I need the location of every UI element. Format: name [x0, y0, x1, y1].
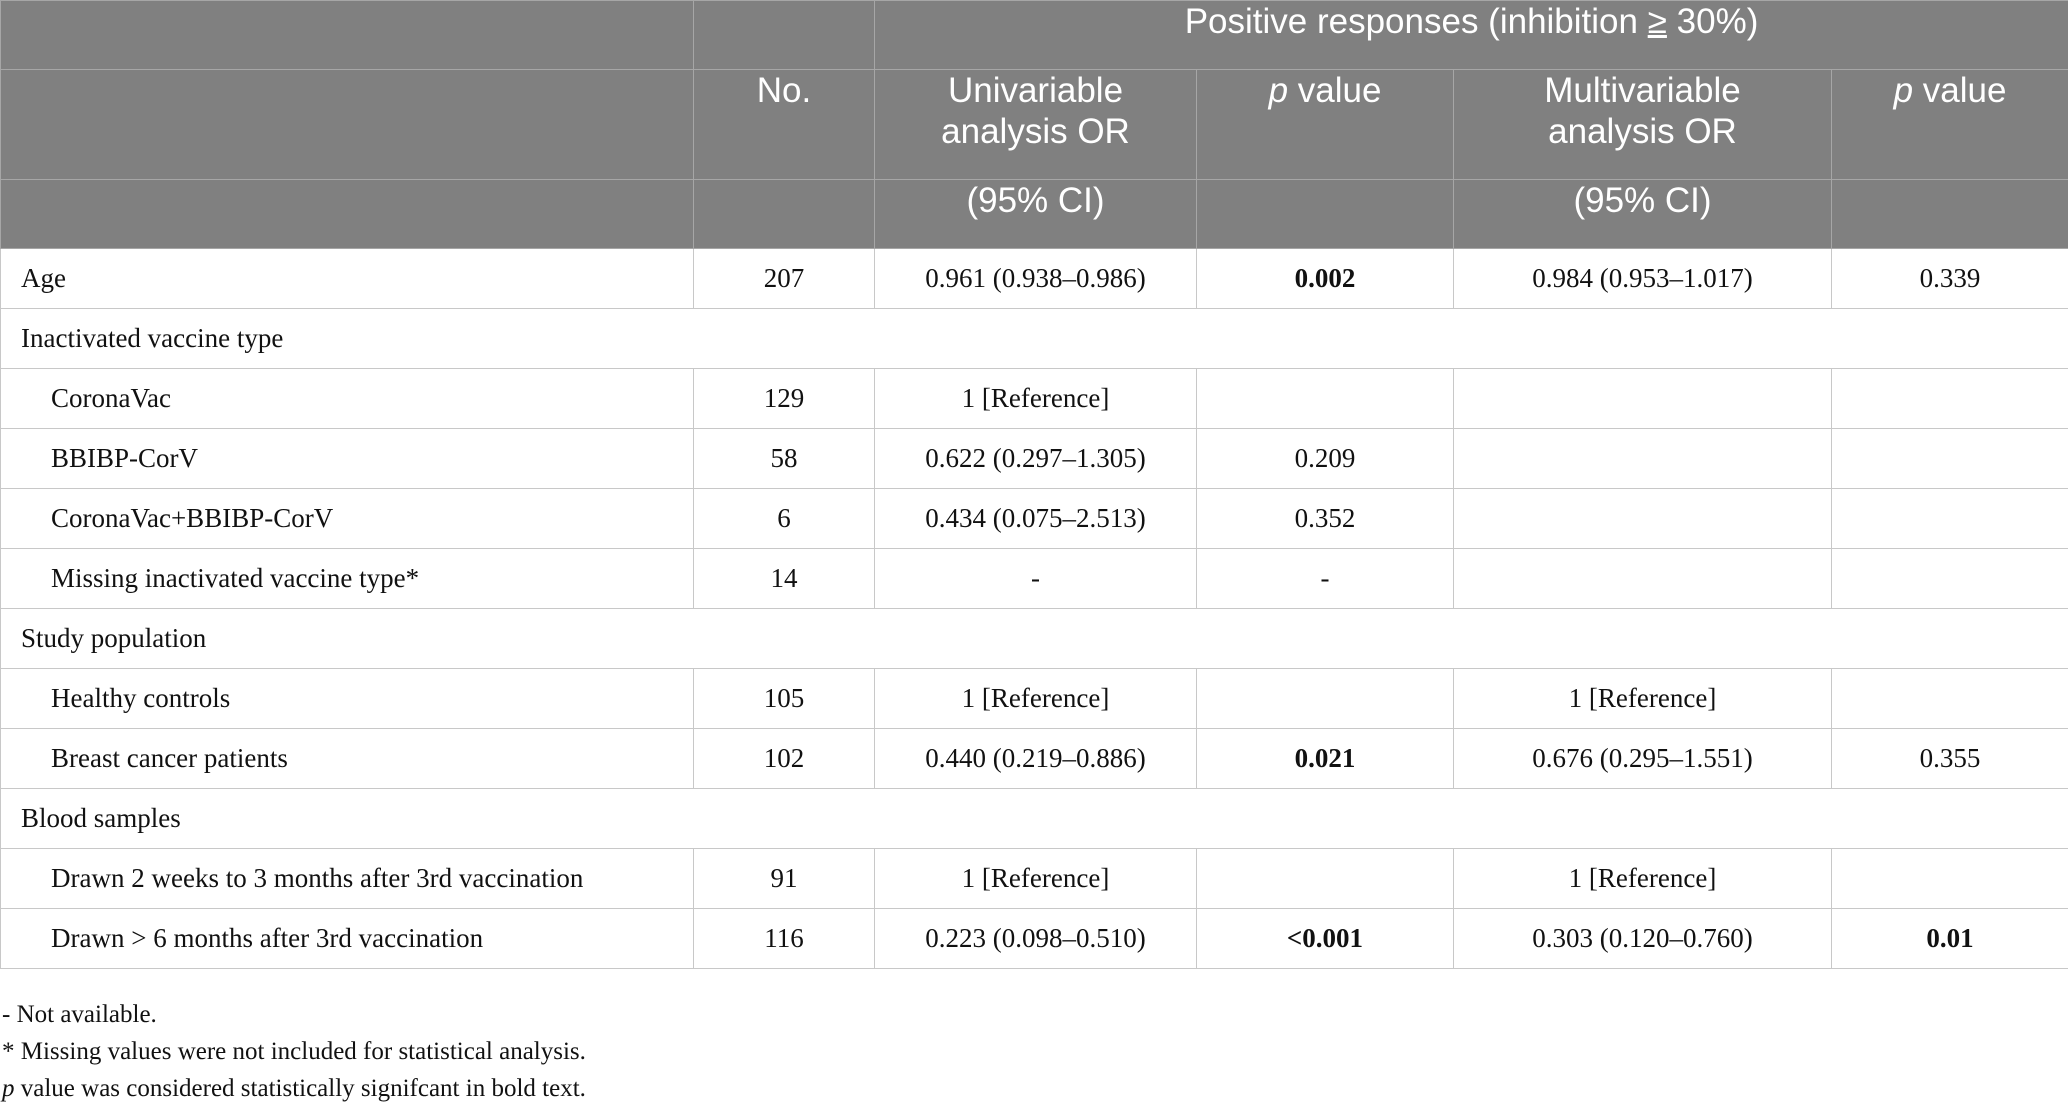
cell-univariable-or: 0.622 (0.297–1.305) — [875, 429, 1197, 489]
cell-no: 14 — [694, 549, 875, 609]
table-body — [1, 249, 2068, 969]
cell-no: 129 — [694, 369, 875, 429]
cell-univariable-or: 1 [Reference] — [875, 849, 1197, 909]
row-label: CoronaVac — [1, 369, 694, 429]
table-row — [1, 909, 2068, 969]
col-header-ci-2: (95% CI) — [1454, 180, 1832, 249]
table-footnotes — [0, 996, 586, 1107]
row-label: Age — [1, 249, 694, 309]
table-section-row — [1, 789, 2068, 849]
header-empty-cell — [694, 180, 875, 249]
cell-p-value-2: 0.339 — [1832, 249, 2068, 309]
section-label: Study population — [1, 609, 2068, 669]
cell-multivariable-or: 1 [Reference] — [1454, 669, 1832, 729]
cell-no: 105 — [694, 669, 875, 729]
table-header — [1, 1, 2068, 249]
header-empty-cell — [1197, 180, 1454, 249]
table-row — [1, 489, 2068, 549]
cell-univariable-or: 0.961 (0.938–0.986) — [875, 249, 1197, 309]
cell-p-value-1 — [1197, 849, 1454, 909]
cell-p-value-2: 0.355 — [1832, 729, 2068, 789]
section-label: Blood samples — [1, 789, 2068, 849]
cell-p-value-2 — [1832, 549, 2068, 609]
cell-p-value-1: - — [1197, 549, 1454, 609]
cell-no: 102 — [694, 729, 875, 789]
cell-multivariable-or: 1 [Reference] — [1454, 849, 1832, 909]
cell-multivariable-or — [1454, 489, 1832, 549]
footnote-missing-values: * Missing values were not included for statistical analysis. — [2, 1038, 586, 1065]
footnote-p-value: p value was considered statistically signifcant in bold text. — [2, 1075, 586, 1102]
footnote-not-available: - Not available. — [2, 1001, 157, 1028]
cell-multivariable-or — [1454, 369, 1832, 429]
col-header-univariable: Univariable analysis OR — [875, 70, 1197, 180]
cell-multivariable-or: 0.984 (0.953–1.017) — [1454, 249, 1832, 309]
cell-multivariable-or: 0.303 (0.120–0.760) — [1454, 909, 1832, 969]
table-row — [1, 669, 2068, 729]
cell-p-value-2 — [1832, 489, 2068, 549]
cell-univariable-or: 1 [Reference] — [875, 669, 1197, 729]
row-label: BBIBP-CorV — [1, 429, 694, 489]
table-row — [1, 429, 2068, 489]
cell-univariable-or: 0.434 (0.075–2.513) — [875, 489, 1197, 549]
cell-p-value-1 — [1197, 369, 1454, 429]
cell-p-value-1: 0.002 — [1197, 249, 1454, 309]
col-header-no: No. — [694, 70, 875, 180]
table-section-row — [1, 609, 2068, 669]
row-label: Drawn 2 weeks to 3 months after 3rd vaccination — [1, 849, 694, 909]
row-label: Healthy controls — [1, 669, 694, 729]
cell-no: 116 — [694, 909, 875, 969]
row-label: Missing inactivated vaccine type* — [1, 549, 694, 609]
cell-p-value-1: 0.352 — [1197, 489, 1454, 549]
cell-p-value-1: 0.021 — [1197, 729, 1454, 789]
section-label: Inactivated vaccine type — [1, 309, 2068, 369]
cell-univariable-or: 0.223 (0.098–0.510) — [875, 909, 1197, 969]
cell-no: 91 — [694, 849, 875, 909]
col-header-multivariable: Multivariable analysis OR — [1454, 70, 1832, 180]
cell-p-value-1: <0.001 — [1197, 909, 1454, 969]
cell-p-value-1: 0.209 — [1197, 429, 1454, 489]
row-label: CoronaVac+BBIBP-CorV — [1, 489, 694, 549]
cell-p-value-2 — [1832, 429, 2068, 489]
row-label: Breast cancer patients — [1, 729, 694, 789]
cell-univariable-or: - — [875, 549, 1197, 609]
cell-multivariable-or: 0.676 (0.295–1.551) — [1454, 729, 1832, 789]
cell-multivariable-or — [1454, 549, 1832, 609]
cell-multivariable-or — [1454, 429, 1832, 489]
cell-no: 58 — [694, 429, 875, 489]
header-empty-cell — [1, 1, 694, 70]
header-empty-cell — [694, 1, 875, 70]
cell-univariable-or: 1 [Reference] — [875, 369, 1197, 429]
header-empty-cell — [1832, 180, 2068, 249]
group-header: Positive responses (inhibition ≥ 30%) — [875, 1, 2068, 70]
cell-p-value-2: 0.01 — [1832, 909, 2068, 969]
cell-p-value-2 — [1832, 849, 2068, 909]
table-row — [1, 729, 2068, 789]
table-row — [1, 849, 2068, 909]
cell-no: 6 — [694, 489, 875, 549]
row-label: Drawn > 6 months after 3rd vaccination — [1, 909, 694, 969]
col-header-p-value-1: p value — [1197, 70, 1454, 180]
cell-p-value-2 — [1832, 669, 2068, 729]
table-row — [1, 249, 2068, 309]
header-empty-cell — [1, 180, 694, 249]
col-header-ci-1: (95% CI) — [875, 180, 1197, 249]
header-empty-cell — [1, 70, 694, 180]
cell-no: 207 — [694, 249, 875, 309]
table-section-row — [1, 309, 2068, 369]
table-row — [1, 549, 2068, 609]
cell-p-value-2 — [1832, 369, 2068, 429]
cell-p-value-1 — [1197, 669, 1454, 729]
col-header-p-value-2: p value — [1832, 70, 2068, 180]
table-row — [1, 369, 2068, 429]
cell-univariable-or: 0.440 (0.219–0.886) — [875, 729, 1197, 789]
